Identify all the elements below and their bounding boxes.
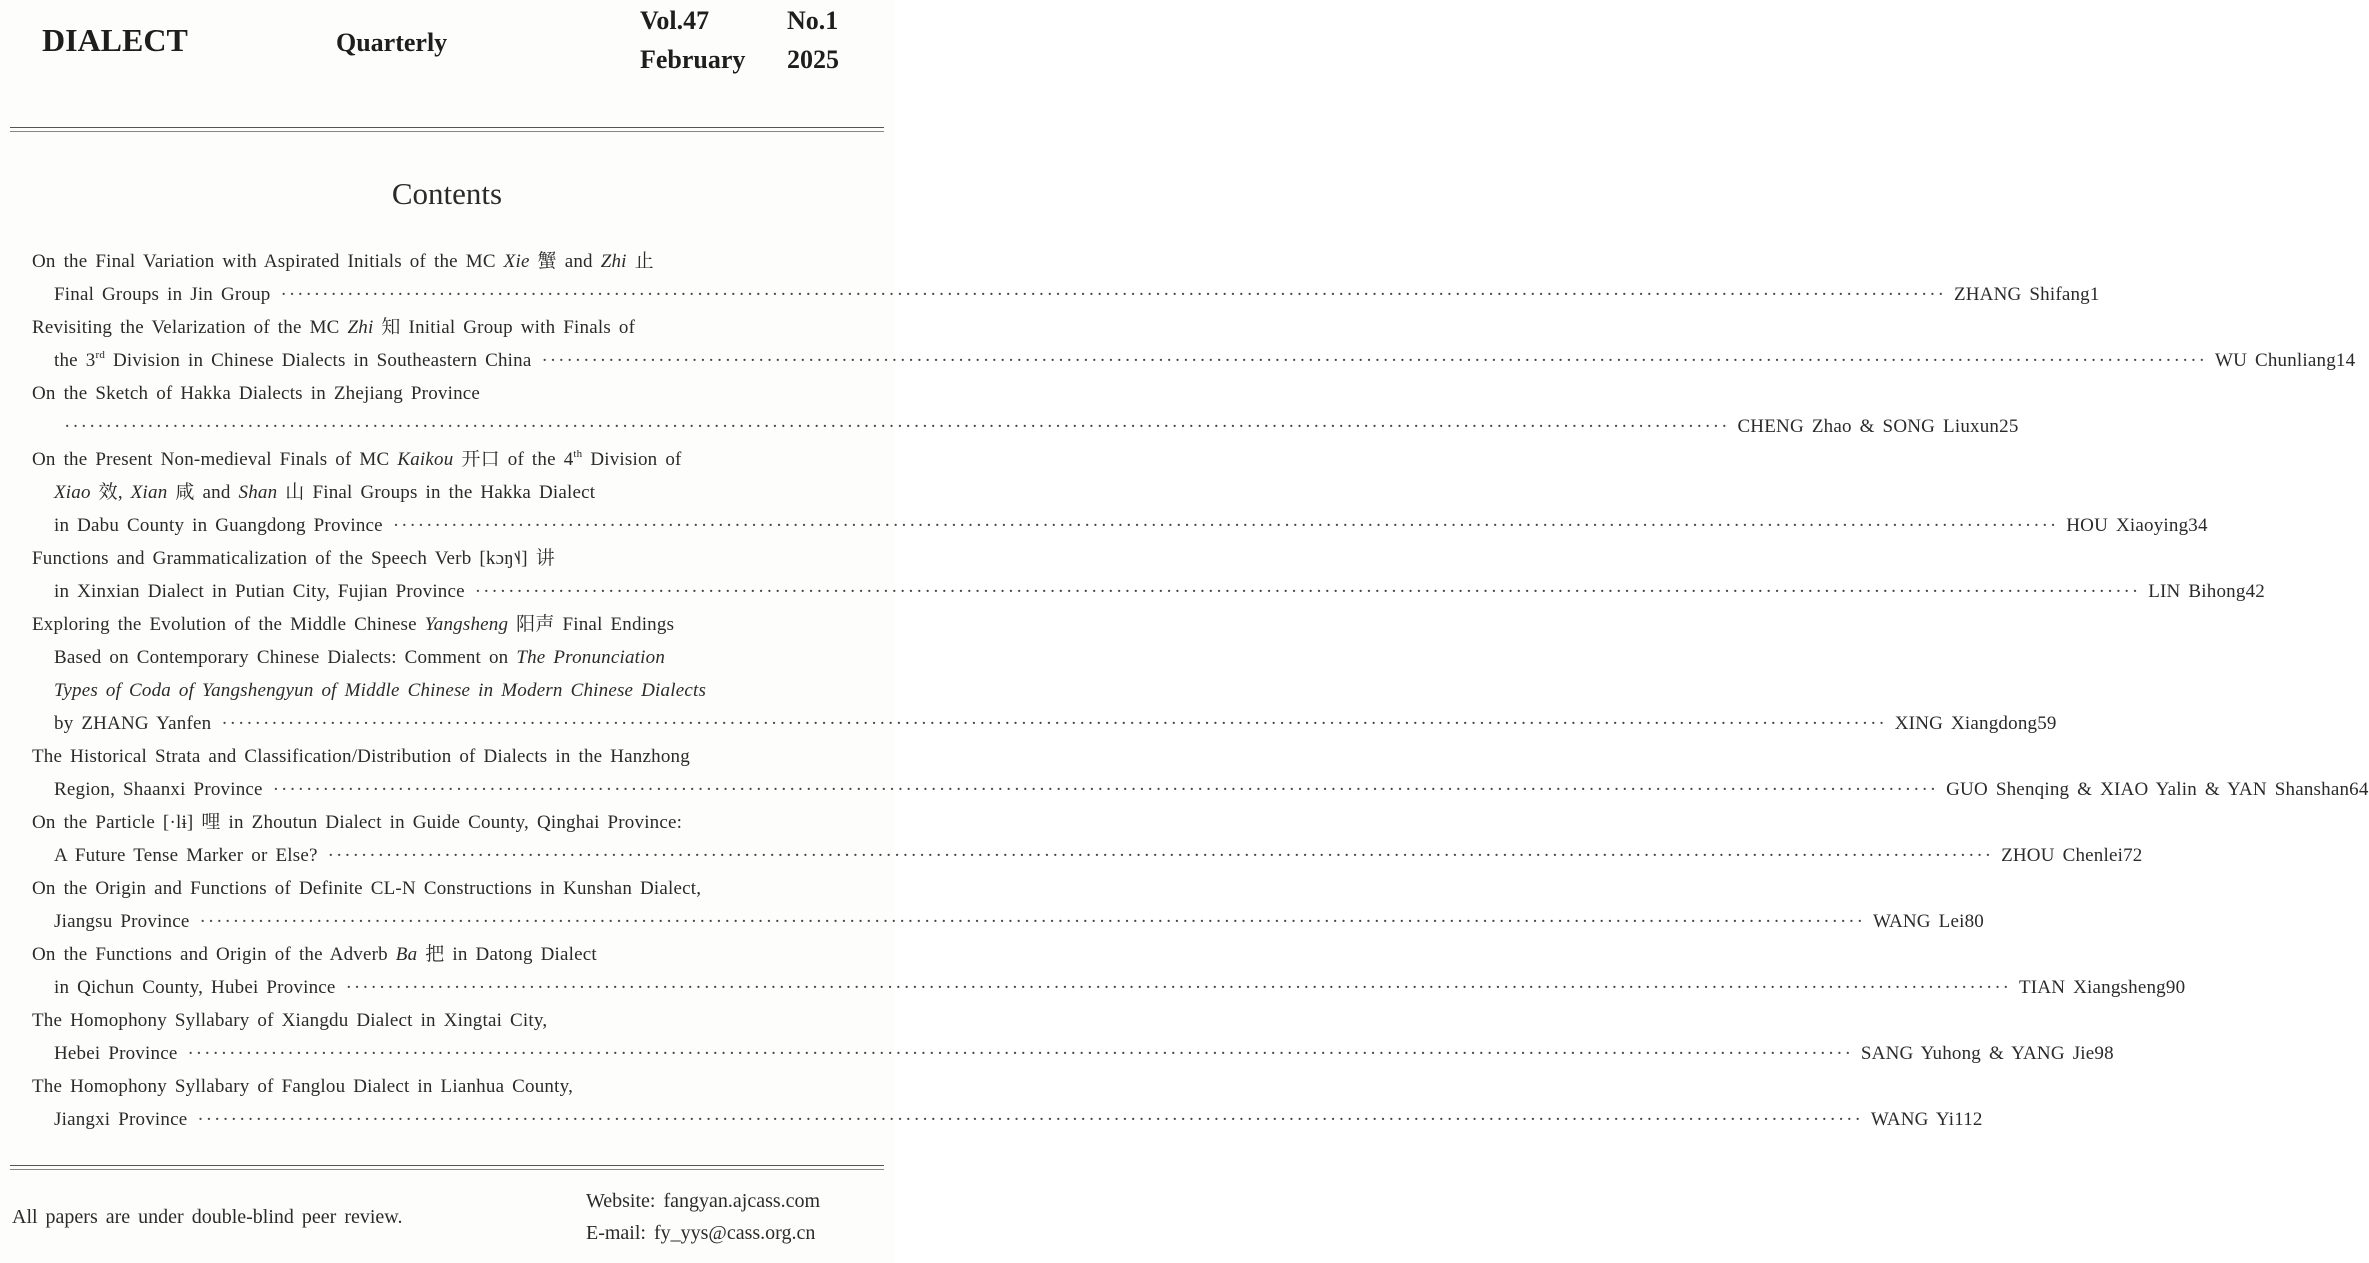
- volume: Vol.47: [640, 6, 710, 35]
- title-segment: The Historical Strata and Classification/Distribution of Dialects in the Hanzhong: [32, 746, 690, 767]
- entry-author: CHENG Zhao & SONG Liuxun: [1737, 416, 2000, 437]
- toc-entry[interactable]: [32, 872, 1985, 938]
- entry-title-text: [54, 344, 532, 377]
- entry-title-text: [54, 1037, 177, 1070]
- header-rule: [10, 127, 884, 128]
- entry-title-text: [32, 1070, 573, 1103]
- entry-page-number: 64: [2349, 779, 2369, 800]
- entry-title-text: [32, 806, 682, 839]
- toc-line: [32, 938, 858, 971]
- title-segment: The Pronunciation: [516, 647, 666, 668]
- title-segment: 把 in Datong Dialect: [417, 944, 597, 965]
- toc-entry[interactable]: [32, 542, 2265, 608]
- title-segment: On the Particle [·lɨ] 哩 in Zhoutun Dialect in Guide County, Qinghai Province:: [32, 812, 683, 833]
- toc-line: [32, 773, 2369, 806]
- entry-title-text: [54, 707, 211, 740]
- entry-page-number: 80: [1964, 911, 1985, 932]
- entry-title-text: [54, 905, 190, 938]
- entry-page-number: 59: [2037, 713, 2057, 734]
- title-segment: Final Groups in Jin Group: [54, 284, 271, 305]
- leader-dots: ········································································································································································································: [474, 581, 2141, 602]
- journal-name: DIALECT: [42, 22, 188, 58]
- entry-title-text: [32, 377, 480, 410]
- toc-line: [32, 1037, 2114, 1070]
- toc-line: [32, 278, 2100, 311]
- entry-title-text: [54, 509, 383, 542]
- entry-title-text: [54, 674, 706, 707]
- entry-page-number: 90: [2165, 977, 2186, 998]
- title-segment: th: [573, 448, 583, 460]
- title-segment: The Homophony Syllabary of Xiangdu Dialect in Xingtai City,: [32, 1010, 548, 1031]
- toc-line: [32, 674, 858, 707]
- title-segment: 开口 of the 4: [453, 449, 574, 470]
- header-rule: [10, 131, 884, 132]
- toc-line: [32, 311, 858, 344]
- title-segment: Shan: [238, 482, 278, 503]
- entry-page-number: 42: [2245, 581, 2265, 602]
- title-segment: in Xinxian Dialect in Putian City, Fujian Province: [54, 581, 465, 602]
- title-segment: rd: [95, 349, 106, 361]
- entry-author: XING Xiangdong: [1894, 713, 2038, 734]
- entry-title-text: [32, 938, 597, 971]
- title-segment: Division of: [582, 449, 682, 470]
- title-segment: Based on Contemporary Chinese Dialects: Comment on: [54, 647, 517, 668]
- title-segment: by ZHANG Yanfen: [54, 713, 212, 734]
- title-segment: On the Final Variation with Aspirated Initials of the MC: [32, 251, 504, 272]
- toc-entry[interactable]: [32, 938, 2186, 1004]
- entry-author: LIN Bihong: [2148, 581, 2246, 602]
- title-segment: Types of Coda of Yangshengyun of Middle Chinese in Modern Chinese Dialects: [54, 680, 707, 701]
- entry-page-number: 98: [2094, 1043, 2114, 1064]
- toc-line: [32, 410, 2019, 443]
- website[interactable]: Website: fangyan.ajcass.com: [586, 1190, 821, 1212]
- toc-line: [32, 806, 858, 839]
- entry-author: SANG Yuhong & YANG Jie: [1860, 1043, 2095, 1064]
- title-segment: Jiangsu Province: [54, 911, 190, 932]
- entry-page-number: 1: [2089, 284, 2100, 305]
- entry-title-text: [54, 971, 336, 1004]
- entry-title-text: [54, 476, 595, 509]
- email[interactable]: E-mail: fy_yys@cass.org.cn: [586, 1222, 816, 1244]
- table-of-contents: [32, 245, 2369, 1136]
- leader-dots: ········································································································································································································: [64, 416, 1730, 437]
- title-segment: Zhi: [600, 251, 627, 272]
- leader-dots: ········································································································································································································: [541, 350, 2207, 371]
- leader-dots: ········································································································································································································: [221, 713, 1887, 734]
- entry-author: WANG Lei: [1872, 911, 1965, 932]
- review-note: All papers are under double-blind peer review.: [12, 1206, 403, 1228]
- title-segment: 阳声 Final Endings: [508, 614, 675, 635]
- title-segment: Xian: [130, 482, 168, 503]
- title-segment: the 3: [54, 350, 96, 371]
- title-segment: On the Sketch of Hakka Dialects in Zhejiang Province: [32, 383, 481, 404]
- title-segment: 蟹 and: [529, 251, 601, 272]
- toc-entry[interactable]: [32, 806, 2143, 872]
- toc-line: [32, 839, 2143, 872]
- title-segment: Zhi: [347, 317, 374, 338]
- title-segment: Division in Chinese Dialects in Southeastern China: [105, 350, 532, 371]
- toc-entry[interactable]: [32, 443, 2208, 542]
- title-segment: 咸 and: [167, 482, 239, 503]
- title-segment: Hebei Province: [54, 1043, 178, 1064]
- contents-title: Contents: [391, 176, 503, 211]
- title-segment: Ba: [395, 944, 418, 965]
- title-segment: 山 Final Groups in the Hakka Dialect: [277, 482, 596, 503]
- leader-dots: ········································································································································································································: [392, 515, 2059, 536]
- toc-entry[interactable]: [32, 1004, 2114, 1070]
- year: 2025: [787, 45, 839, 74]
- entry-title-text: [32, 443, 682, 476]
- title-segment: The Homophony Syllabary of Fanglou Dialect in Lianhua County,: [32, 1076, 574, 1097]
- leader-dots: ········································································································································································································: [272, 779, 1939, 800]
- title-segment: Functions and Grammaticalization of the Speech Verb [kɔŋ˦˨] 讲: [32, 548, 555, 569]
- title-segment: Jiangxi Province: [54, 1109, 188, 1130]
- title-segment: Kaikou: [397, 449, 454, 470]
- entry-title-text: [54, 773, 263, 806]
- toc-line: [32, 344, 2356, 377]
- toc-line: [32, 707, 2057, 740]
- entry-title-text: [32, 1004, 547, 1037]
- entry-author: WU Chunliang: [2214, 350, 2336, 371]
- entry-title-text: [32, 740, 690, 773]
- toc-line: [32, 1070, 858, 1103]
- entry-page-number: 14: [2335, 350, 2356, 371]
- title-segment: 知 Initial Group with Finals of: [373, 317, 636, 338]
- toc-line: [32, 872, 858, 905]
- toc-line: [32, 443, 858, 476]
- title-segment: Xiao: [54, 482, 91, 503]
- toc-entry[interactable]: [32, 1070, 1983, 1136]
- toc-line: [32, 641, 858, 674]
- toc-line: [32, 740, 858, 773]
- title-segment: in Qichun County, Hubei Province: [54, 977, 336, 998]
- toc-line: [32, 608, 858, 641]
- title-segment: On the Present Non-medieval Finals of MC: [32, 449, 398, 470]
- toc-line: [32, 245, 858, 278]
- entry-author: ZHANG Shifang: [1953, 284, 2090, 305]
- toc-line: [32, 509, 2208, 542]
- title-segment: Exploring the Evolution of the Middle Chinese: [32, 614, 425, 635]
- entry-title-text: [32, 311, 635, 344]
- title-segment: On the Origin and Functions of Definite CL-N Constructions in Kunshan Dialect,: [32, 878, 702, 899]
- entry-title-text: [54, 1103, 187, 1136]
- toc-entry[interactable]: [32, 245, 2100, 311]
- title-segment: in Dabu County in Guangdong Province: [54, 515, 383, 536]
- leader-dots: ········································································································································································································: [197, 1109, 1863, 1130]
- month: February: [640, 45, 746, 74]
- issue-number: No.1: [787, 6, 839, 35]
- entry-title-text: [32, 542, 555, 575]
- entry-author: TIAN Xiangsheng: [2019, 977, 2166, 998]
- title-segment: 效,: [90, 482, 131, 503]
- toc-line: [32, 575, 2265, 608]
- toc-line: [32, 1004, 858, 1037]
- toc-entry[interactable]: [32, 311, 2356, 377]
- title-segment: Xie: [503, 251, 530, 272]
- title-segment: Region, Shaanxi Province: [54, 779, 263, 800]
- entry-page-number: 25: [1999, 416, 2019, 437]
- toc-entry[interactable]: [32, 377, 2019, 443]
- leader-dots: ········································································································································································································: [199, 911, 1865, 932]
- leader-dots: ········································································································································································································: [345, 977, 2011, 998]
- entry-title-text: [32, 872, 701, 905]
- entry-title-text: [32, 245, 654, 278]
- title-segment: Yangsheng: [424, 614, 509, 635]
- toc-entry[interactable]: [32, 608, 2057, 740]
- title-segment: A Future Tense Marker or Else?: [54, 845, 318, 866]
- toc-line: [32, 377, 858, 410]
- entry-title-text: [54, 839, 318, 872]
- entry-author: HOU Xiaoying: [2066, 515, 2189, 536]
- leader-dots: ········································································································································································································: [327, 845, 1994, 866]
- entry-title-text: [54, 278, 271, 311]
- toc-line: [32, 905, 1985, 938]
- frequency: Quarterly: [336, 28, 448, 57]
- entry-page-number: 34: [2188, 515, 2208, 536]
- entry-author: WANG Yi: [1870, 1109, 1955, 1130]
- title-segment: Revisiting the Velarization of the MC: [32, 317, 348, 338]
- entry-title-text: [32, 608, 674, 641]
- entry-author: ZHOU Chenlei: [2001, 845, 2124, 866]
- toc-line: [32, 476, 858, 509]
- entry-title-text: [54, 641, 665, 674]
- entry-title-text: [54, 575, 465, 608]
- leader-dots: ········································································································································································································: [187, 1043, 1853, 1064]
- toc-line: [32, 1103, 1983, 1136]
- toc-line: [32, 542, 858, 575]
- toc-line: [32, 971, 2186, 1004]
- footer-rule: [10, 1165, 884, 1166]
- title-segment: On the Functions and Origin of the Adverb: [32, 944, 396, 965]
- entry-page-number: 72: [2123, 845, 2143, 866]
- title-segment: 止: [626, 251, 654, 272]
- entry-author: GUO Shenqing & XIAO Yalin & YAN Shanshan: [1946, 779, 2350, 800]
- entry-page-number: 112: [1954, 1109, 1983, 1130]
- toc-entry[interactable]: [32, 740, 2369, 806]
- footer-rule: [10, 1169, 884, 1170]
- leader-dots: ········································································································································································································: [280, 284, 1946, 305]
